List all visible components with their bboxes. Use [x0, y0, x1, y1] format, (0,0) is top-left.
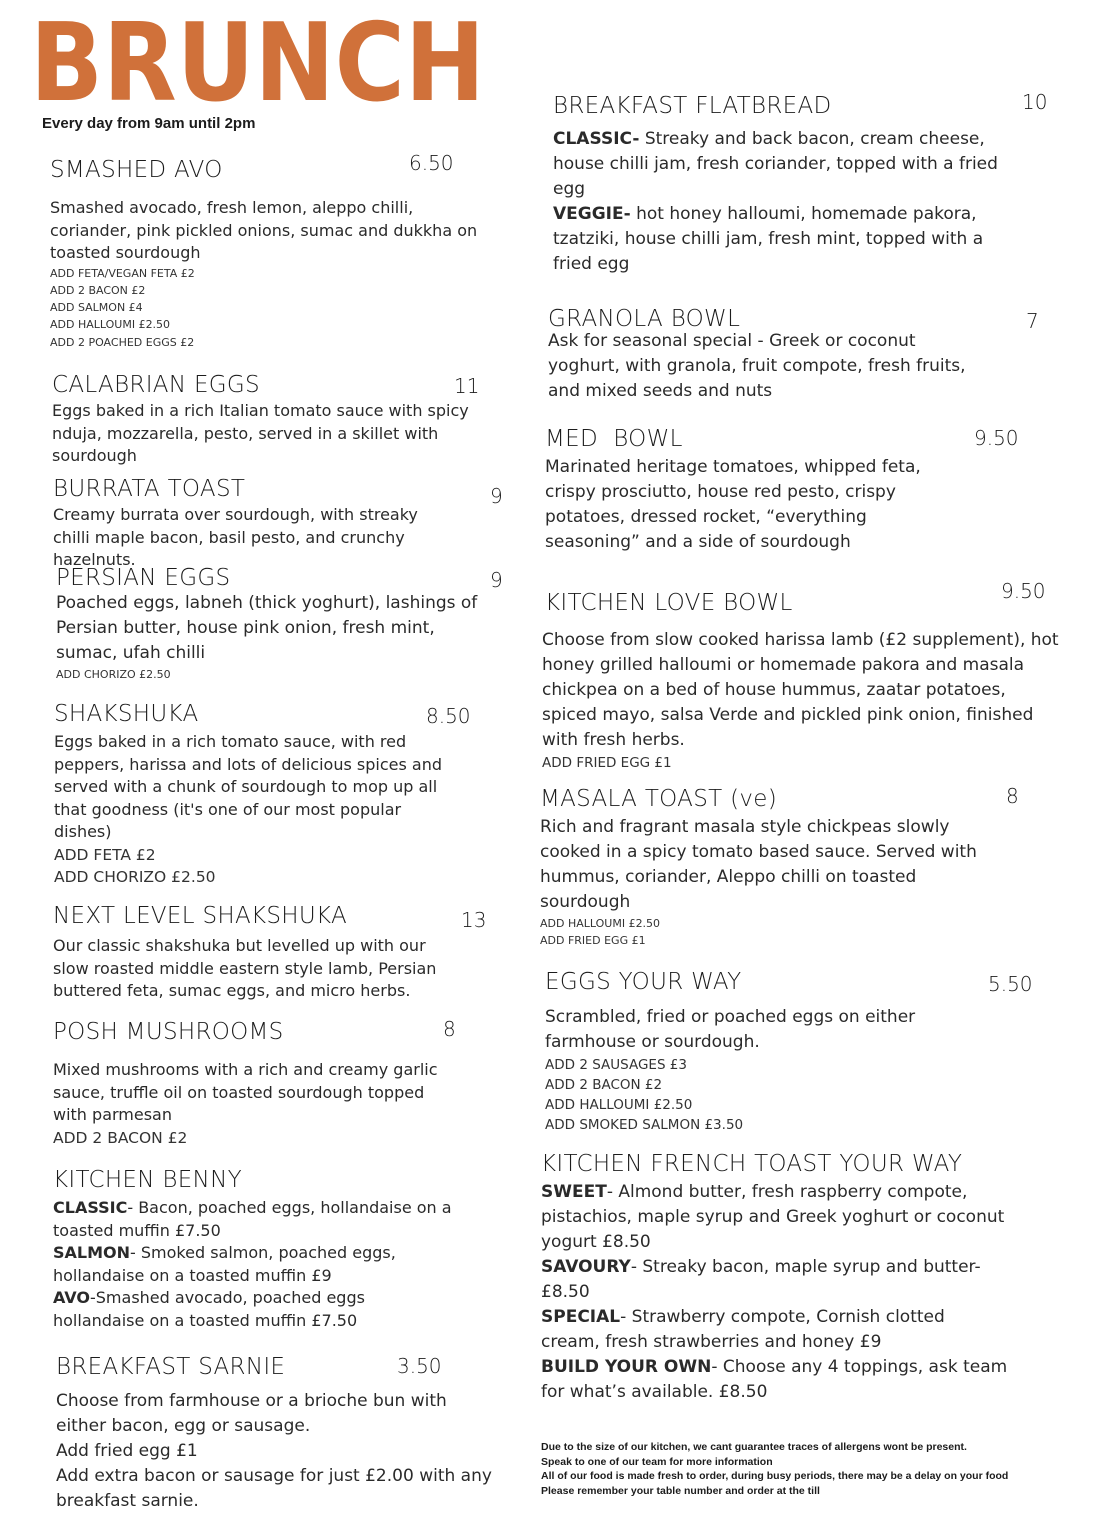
item-option	[53, 1242, 453, 1287]
item-description: Ask for seasonal special - Greek or coconut yoghurt, with granola, fruit compote, fresh fruits, and mixed seeds and nuts	[548, 331, 966, 401]
option-label: CLASSIC-	[553, 129, 640, 149]
notice-line: Speak to one of our team for more information	[541, 1455, 773, 1468]
notice-line: Due to the size of our kitchen, we cant guarantee traces of allergens wont be present.	[541, 1441, 967, 1453]
add-on: ADD FRIED EGG £1	[542, 755, 672, 771]
brunch-logo-text: BRUNCH	[30, 8, 485, 108]
item-price: 5.50	[988, 972, 1033, 996]
option-text: - Almond butter, fresh raspberry compote, pistachios, maple syrup and Greek yoghurt or coconut yogurt £8.50	[541, 1182, 1005, 1252]
item-price: 6.50	[409, 151, 454, 175]
menu-item-smashed-avo	[50, 151, 490, 351]
item-description: Choose from slow cooked harissa lamb (£2 supplement), hot honey grilled halloumi or homemade pakora and masala chickpea on a bed of house hummus, zaatar potatoes, spiced mayo, salsa Verde and pickled pink onion, finished with fresh herbs.	[542, 630, 1059, 750]
item-option	[53, 1197, 453, 1242]
item-option	[541, 1255, 986, 1305]
item-price: 9.50	[1001, 579, 1046, 603]
item-option	[53, 1287, 453, 1332]
item-name: BREAKFAST FLATBREAD	[553, 93, 832, 119]
item-name: BREAKFAST SARNIE	[56, 1354, 286, 1380]
menu-item-kitchen-benny	[53, 1167, 463, 1332]
item-description: Choose from farmhouse or a brioche bun with either bacon, egg or sausage.	[56, 1391, 447, 1436]
allergen-notice	[541, 1440, 1021, 1498]
notice-line: All of our food is made fresh to order, during busy periods, there may be a delay on your food	[541, 1470, 1009, 1482]
add-on: ADD 2 BACON £2	[50, 283, 146, 297]
item-price: 10	[1022, 90, 1048, 114]
item-price: 3.50	[397, 1354, 442, 1378]
option-label: BUILD YOUR OWN	[541, 1357, 712, 1377]
option-label: SPECIAL	[541, 1307, 621, 1327]
item-name: KITCHEN BENNY	[53, 1167, 242, 1193]
option-text: -Smashed avocado, poached eggs hollandaise on a toasted muffin £7.50	[53, 1288, 365, 1330]
add-on: ADD FETA £2	[54, 845, 156, 864]
item-name: PERSIAN EGGS	[56, 565, 231, 591]
option-text: - Strawberry compote, Cornish clotted cream, fresh strawberries and honey £9	[541, 1307, 945, 1352]
option-text: Streaky and back bacon, cream cheese, house chilli jam, fresh coriander, topped with a fried egg	[553, 129, 998, 199]
item-price: 13	[461, 908, 487, 932]
menu-item-burrata-toast	[53, 476, 503, 572]
item-name: KITCHEN LOVE BOWL	[545, 590, 793, 616]
option-label: AVO	[53, 1288, 90, 1307]
item-name: CALABRIAN EGGS	[52, 372, 260, 398]
add-on: ADD 2 POACHED EGGS £2	[50, 335, 195, 349]
add-on: ADD 2 BACON £2	[53, 1128, 188, 1147]
item-description: Eggs baked in a rich Italian tomato sauce with spicy nduja, mozzarella, pesto, served in a skillet with sourdough	[52, 401, 469, 465]
item-name: POSH MUSHROOMS	[53, 1019, 284, 1045]
item-name: MED BOWL	[545, 426, 683, 452]
item-price: 8	[1006, 784, 1019, 808]
item-price: 9	[490, 484, 503, 508]
notice-line: Please remember your table number and order at the till	[541, 1484, 820, 1497]
brunch-logo	[28, 8, 488, 108]
add-on: ADD HALLOUMI £2.50	[50, 318, 171, 332]
add-on: ADD CHORIZO £2.50	[54, 868, 216, 886]
item-description: Rich and fragrant masala style chickpeas slowly cooked in a spicy tomato based sauce. Served with hummus, coriander, Aleppo chilli on toasted sourdough	[540, 817, 977, 912]
menu-item-posh-mushrooms	[53, 1019, 493, 1149]
item-option	[541, 1180, 1011, 1255]
item-name: KITCHEN FRENCH TOAST YOUR WAY	[541, 1151, 963, 1177]
menu-item-shakshuka	[54, 701, 494, 889]
option-text: - Bacon, poached eggs, hollandaise on a toasted muffin £7.50	[53, 1198, 452, 1240]
item-description: Eggs baked in a rich tomato sauce, with red peppers, harissa and lots of delicious spices and served with a chunk of sourdough to mop up all that goodness (it's one of our most popular dishes)	[54, 732, 442, 841]
menu-item-granola-bowl	[548, 306, 1048, 404]
item-name: SHAKSHUKA	[54, 701, 199, 727]
item-option	[541, 1355, 1011, 1405]
item-option	[541, 1305, 961, 1355]
option-text: - Streaky bacon, maple syrup and butter- £8.50	[541, 1257, 981, 1302]
item-option	[553, 202, 993, 277]
item-price: 8	[443, 1017, 456, 1041]
item-name: MASALA TOAST (ve)	[540, 786, 777, 812]
option-label: CLASSIC	[53, 1198, 128, 1217]
item-description: Our classic shakshuka but levelled up with our slow roasted middle eastern style lamb, Persian buttered feta, sumac eggs, and micro herbs.	[53, 936, 437, 1000]
item-description: Poached eggs, labneh (thick yoghurt), lashings of Persian butter, house pink onion, fresh mint, sumac, ufah chilli	[56, 593, 478, 663]
item-name: BURRATA TOAST	[53, 476, 246, 502]
menu-item-med-bowl	[545, 426, 1045, 555]
item-name: GRANOLA BOWL	[548, 306, 741, 332]
add-on: ADD FRIED EGG £1	[540, 934, 646, 948]
add-on: ADD CHORIZO £2.50	[56, 668, 171, 681]
item-price: 7	[1026, 309, 1039, 333]
add-on: ADD SMOKED SALMON £3.50	[545, 1117, 744, 1133]
option-label: SWEET	[541, 1182, 607, 1202]
option-text: hot honey halloumi, homemade pakora, tzatziki, house chilli jam, fresh mint, topped with a fried egg	[553, 204, 984, 274]
option-label: SAVOURY	[541, 1257, 631, 1277]
option-text: - Smoked salmon, poached eggs, hollandaise on a toasted muffin £9	[53, 1243, 396, 1285]
item-description: Marinated heritage tomatoes, whipped feta, crispy prosciutto, house red pesto, crispy potatoes, dressed rocket, “everything seasoning” and a side of sourdough	[545, 457, 921, 552]
item-description: Smashed avocado, fresh lemon, aleppo chilli, coriander, pink pickled onions, sumac and dukkha on toasted sourdough	[50, 198, 478, 262]
menu-item-kitchen-french-toast	[541, 1151, 1041, 1405]
menu-item-eggs-your-way	[545, 969, 1045, 1135]
item-price: 9	[490, 568, 503, 592]
menu-item-kitchen-love-bowl	[542, 579, 1062, 773]
item-name: EGGS YOUR WAY	[545, 969, 742, 995]
item-description: Mixed mushrooms with a rich and creamy garlic sauce, truffle oil on toasted sourdough topped with parmesan	[53, 1060, 438, 1124]
item-description: Scrambled, fried or poached eggs on either farmhouse or sourdough.	[545, 1007, 916, 1052]
item-option	[553, 127, 1003, 202]
add-on: ADD 2 BACON £2	[545, 1077, 663, 1093]
add-on: Add extra bacon or sausage for just £2.00 with any breakfast sarnie.	[56, 1466, 492, 1511]
item-name: SMASHED AVO	[50, 157, 223, 183]
item-price: 9.50	[974, 426, 1019, 450]
item-price: 11	[454, 374, 480, 398]
add-on: ADD HALLOUMI £2.50	[545, 1097, 693, 1113]
add-on: ADD FETA/VEGAN FETA £2	[50, 266, 195, 280]
option-text: - Choose any 4 toppings, ask team for what’s available. £8.50	[541, 1357, 1008, 1402]
add-on: Add fried egg £1	[56, 1441, 198, 1461]
add-on: ADD HALLOUMI £2.50	[540, 917, 661, 930]
menu-item-masala-toast	[540, 786, 1040, 950]
item-name: NEXT LEVEL SHAKSHUKA	[53, 903, 348, 929]
item-description: Creamy burrata over sourdough, with streaky chilli maple bacon, basil pesto, and crunchy hazelnuts.	[53, 505, 418, 569]
option-label: VEGGIE-	[553, 204, 631, 224]
opening-hours: Every day from 9am until 2pm	[42, 115, 256, 132]
menu-item-next-level-shakshuka	[53, 903, 493, 1003]
add-on: ADD SALMON £4	[50, 301, 143, 315]
option-label: SALMON	[53, 1243, 131, 1262]
menu-item-calabrian-eggs	[52, 372, 497, 468]
add-on: ADD 2 SAUSAGES £3	[545, 1057, 687, 1073]
menu-item-breakfast-sarnie	[56, 1354, 506, 1514]
menu-item-persian-eggs	[56, 565, 501, 683]
item-price: 8.50	[426, 704, 471, 728]
menu-item-breakfast-flatbread	[553, 90, 1053, 277]
